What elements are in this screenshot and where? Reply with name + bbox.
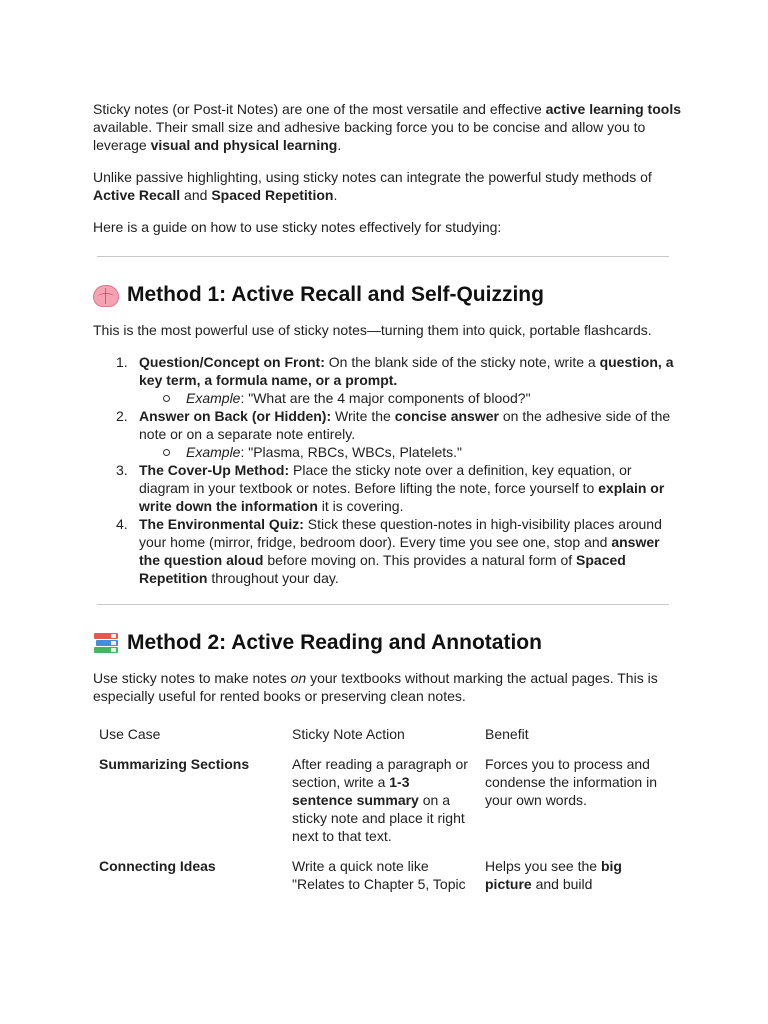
table-header-row	[93, 725, 672, 755]
method1-heading	[93, 282, 683, 308]
document-content	[93, 100, 683, 905]
method1-list	[93, 353, 683, 587]
list-number: 4.	[116, 516, 128, 532]
hollow-bullet-icon	[163, 449, 170, 456]
annotation-table	[93, 725, 672, 905]
table-header-cell: Use Case	[99, 726, 161, 742]
table-cell: Summarizing Sections	[99, 756, 250, 772]
hollow-bullet-icon	[163, 395, 170, 402]
table-cell: Connecting Ideas	[99, 858, 216, 874]
intro-paragraph-3: Here is a guide on how to use sticky notes effectively for studying:	[93, 219, 502, 235]
method2-heading-text: Method 2: Active Reading and Annotation	[127, 631, 542, 654]
table-header-cell: Benefit	[485, 726, 529, 742]
list-number: 3.	[116, 462, 128, 478]
table-row	[93, 755, 672, 857]
intro-paragraph-1: Sticky notes (or Post-it Notes) are one of the most versatile and effective active learning tools available. Their small size and adhesive backing force you to be concise and allow you to leverage visual and physical learning.	[93, 101, 681, 153]
books-icon	[93, 631, 119, 655]
sub-list-item	[139, 389, 683, 407]
table-cell: Helps you see the big picture and build	[485, 858, 622, 892]
method1-intro: This is the most powerful use of sticky notes—turning them into quick, portable flashcards.	[93, 322, 652, 338]
section-divider	[97, 604, 669, 605]
table-cell: Write a quick note like "Relates to Chapter 5, Topic	[292, 858, 466, 892]
method1-heading-text: Method 1: Active Recall and Self-Quizzing	[127, 283, 544, 306]
sub-list	[139, 389, 683, 407]
list-number: 2.	[116, 408, 128, 424]
list-item-text: The Environmental Quiz: Stick these question-notes in high-visibility places around your home (mirror, fridge, bedroom door). Every time you see one, stop and answer the question aloud before moving on. This provides a natural form of Spaced Repetition throughout your day.	[139, 516, 662, 586]
method2-intro: Use sticky notes to make notes on your textbooks without marking the actual pages. This is especially useful for rented books or preserving clean notes.	[93, 670, 658, 704]
list-item-text: Question/Concept on Front: On the blank side of the sticky note, write a question, a key term, a formula name, or a prompt.	[139, 354, 674, 388]
intro-paragraph-2: Unlike passive highlighting, using sticky notes can integrate the powerful study methods of Active Recall and Spaced Repetition.	[93, 169, 652, 203]
table-header-cell: Sticky Note Action	[292, 726, 405, 742]
table-cell: Forces you to process and condense the information in your own words.	[485, 756, 657, 808]
list-item-text: The Cover-Up Method: Place the sticky note over a definition, key equation, or diagram in your textbook or notes. Before lifting the note, force yourself to explain or write down the information it is covering.	[139, 462, 665, 514]
brain-icon	[93, 285, 119, 307]
sub-list-item-text: Example: "Plasma, RBCs, WBCs, Platelets."	[186, 444, 463, 460]
list-item	[93, 515, 683, 587]
list-item	[93, 407, 683, 461]
method2-heading	[93, 630, 683, 656]
table-cell: After reading a paragraph or section, write a 1-3 sentence summary on a sticky note and place it right next to that text.	[292, 756, 468, 844]
sub-list-item-text: Example: "What are the 4 major components of blood?"	[186, 390, 531, 406]
sub-list	[139, 443, 683, 461]
table-row	[93, 857, 672, 905]
list-item-text: Answer on Back (or Hidden): Write the concise answer on the adhesive side of the note or on a separate note entirely.	[139, 408, 671, 442]
list-number: 1.	[116, 354, 128, 370]
list-item	[93, 461, 683, 515]
section-divider	[97, 256, 669, 257]
sub-list-item	[139, 443, 683, 461]
list-item	[93, 353, 683, 407]
